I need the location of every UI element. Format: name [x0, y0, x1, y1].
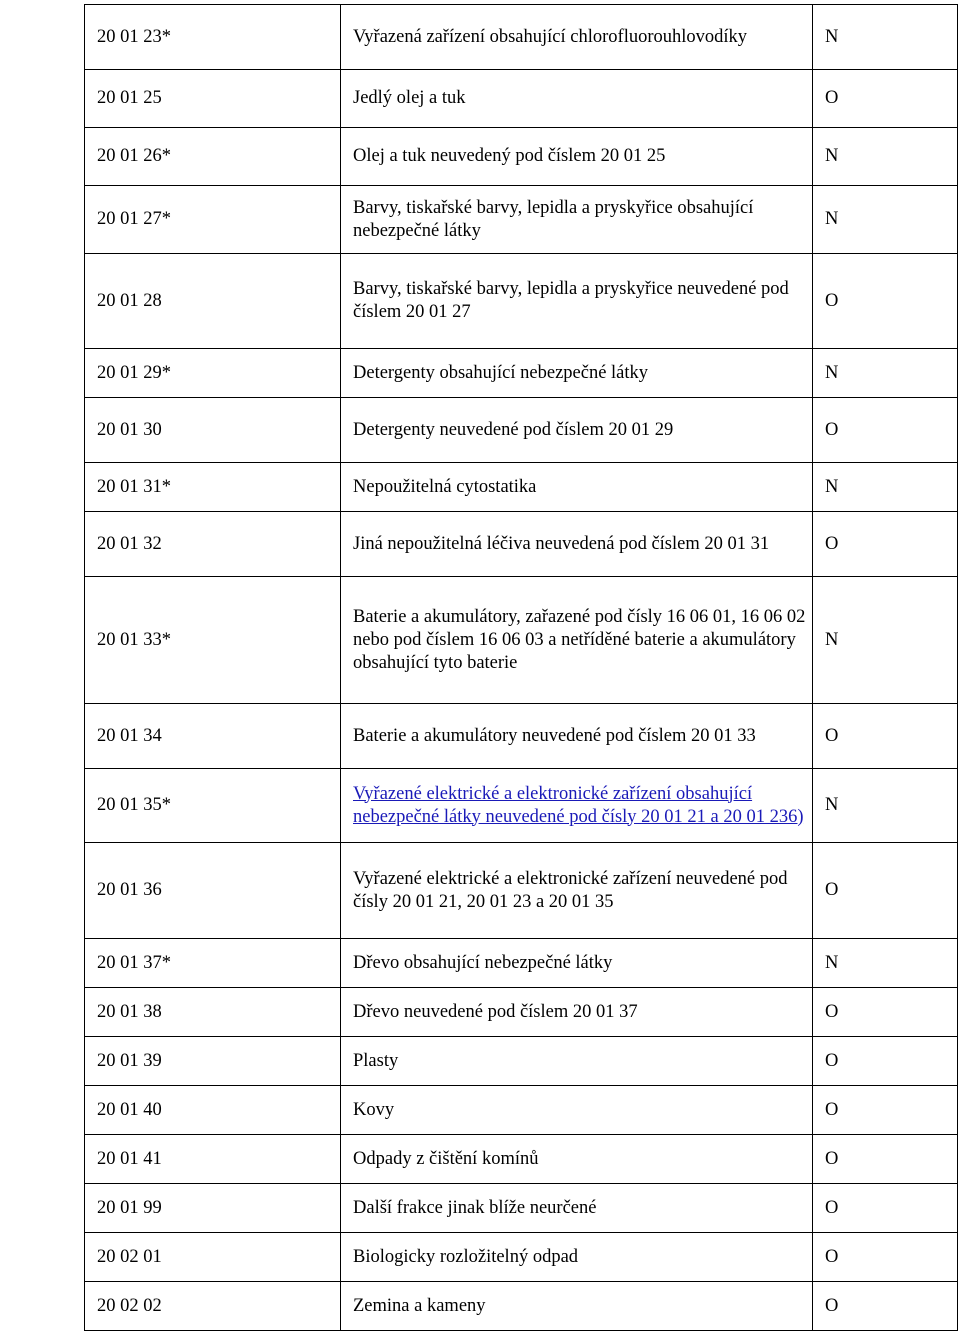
waste-code: 20 02 02 [85, 1282, 341, 1331]
waste-description: Baterie a akumulátory, zařazené pod čísly 16 06 01, 16 06 02 nebo pod číslem 16 06 03 a netříděné baterie a akumulátory obsahující tyto baterie [341, 577, 813, 704]
waste-category: N [813, 463, 958, 512]
waste-description: Odpady z čištění komínů [341, 1135, 813, 1184]
waste-category: O [813, 704, 958, 769]
waste-category: O [813, 398, 958, 463]
waste-category: N [813, 349, 958, 398]
waste-category: N [813, 186, 958, 254]
waste-description: Jiná nepoužitelná léčiva neuvedená pod číslem 20 01 31 [341, 512, 813, 577]
waste-category: O [813, 988, 958, 1037]
waste-category: O [813, 843, 958, 939]
waste-description: Baterie a akumulátory neuvedené pod číslem 20 01 33 [341, 704, 813, 769]
waste-catalogue-table [84, 4, 958, 1331]
table-row [85, 1037, 958, 1086]
waste-code: 20 01 30 [85, 398, 341, 463]
waste-code: 20 01 32 [85, 512, 341, 577]
table-row [85, 70, 958, 128]
waste-description: Detergenty obsahující nebezpečné látky [341, 349, 813, 398]
waste-category: N [813, 128, 958, 186]
waste-catalogue-document [84, 4, 958, 1331]
waste-category: O [813, 254, 958, 349]
waste-code: 20 01 27* [85, 186, 341, 254]
table-row [85, 939, 958, 988]
waste-code: 20 01 28 [85, 254, 341, 349]
waste-description: Jedlý olej a tuk [341, 70, 813, 128]
table-row [85, 186, 958, 254]
table-row [85, 512, 958, 577]
waste-code: 20 01 35* [85, 769, 341, 843]
table-row [85, 5, 958, 70]
table-row [85, 398, 958, 463]
waste-category: O [813, 1135, 958, 1184]
waste-description-link-cell [341, 769, 813, 843]
waste-category: O [813, 1184, 958, 1233]
waste-description: Plasty [341, 1037, 813, 1086]
waste-code: 20 01 34 [85, 704, 341, 769]
table-row [85, 254, 958, 349]
waste-description: Další frakce jinak blíže neurčené [341, 1184, 813, 1233]
table-row [85, 1135, 958, 1184]
table-row [85, 1233, 958, 1282]
waste-category: N [813, 577, 958, 704]
table-row [85, 704, 958, 769]
waste-code: 20 01 40 [85, 1086, 341, 1135]
table-row [85, 128, 958, 186]
waste-code: 20 01 41 [85, 1135, 341, 1184]
waste-description: Barvy, tiskařské barvy, lepidla a pryskyřice neuvedené pod číslem 20 01 27 [341, 254, 813, 349]
waste-description: Kovy [341, 1086, 813, 1135]
waste-category: O [813, 512, 958, 577]
waste-description: Vyřazené elektrické a elektronické zařízení neuvedené pod čísly 20 01 21, 20 01 23 a 20 01 35 [341, 843, 813, 939]
waste-category: O [813, 70, 958, 128]
waste-code: 20 02 01 [85, 1233, 341, 1282]
waste-description: Vyřazená zařízení obsahující chlorofluorouhlovodíky [341, 5, 813, 70]
waste-code: 20 01 36 [85, 843, 341, 939]
waste-code: 20 01 99 [85, 1184, 341, 1233]
table-row [85, 349, 958, 398]
waste-category: O [813, 1282, 958, 1331]
table-row [85, 988, 958, 1037]
table-row [85, 577, 958, 704]
waste-category: O [813, 1086, 958, 1135]
waste-code: 20 01 33* [85, 577, 341, 704]
waste-code: 20 01 29* [85, 349, 341, 398]
table-row [85, 769, 958, 843]
waste-category: O [813, 1233, 958, 1282]
waste-description: Dřevo obsahující nebezpečné látky [341, 939, 813, 988]
waste-category: N [813, 5, 958, 70]
waste-description-link[interactable]: Vyřazené elektrické a elektronické zařízení obsahující nebezpečné látky neuvedené pod čísly 20 01 21 a 20 01 236) [353, 783, 804, 827]
waste-description: Barvy, tiskařské barvy, lepidla a pryskyřice obsahující nebezpečné látky [341, 186, 813, 254]
waste-description: Olej a tuk neuvedený pod číslem 20 01 25 [341, 128, 813, 186]
waste-category: N [813, 769, 958, 843]
table-row [85, 1184, 958, 1233]
waste-description: Biologicky rozložitelný odpad [341, 1233, 813, 1282]
waste-category: N [813, 939, 958, 988]
table-row [85, 463, 958, 512]
waste-code: 20 01 37* [85, 939, 341, 988]
waste-description: Dřevo neuvedené pod číslem 20 01 37 [341, 988, 813, 1037]
waste-code: 20 01 25 [85, 70, 341, 128]
table-row [85, 843, 958, 939]
waste-code: 20 01 31* [85, 463, 341, 512]
waste-category: O [813, 1037, 958, 1086]
table-row [85, 1282, 958, 1331]
waste-description: Nepoužitelná cytostatika [341, 463, 813, 512]
waste-code: 20 01 39 [85, 1037, 341, 1086]
table-row [85, 1086, 958, 1135]
waste-description: Zemina a kameny [341, 1282, 813, 1331]
waste-code: 20 01 23* [85, 5, 341, 70]
waste-code: 20 01 38 [85, 988, 341, 1037]
waste-code: 20 01 26* [85, 128, 341, 186]
waste-description: Detergenty neuvedené pod číslem 20 01 29 [341, 398, 813, 463]
